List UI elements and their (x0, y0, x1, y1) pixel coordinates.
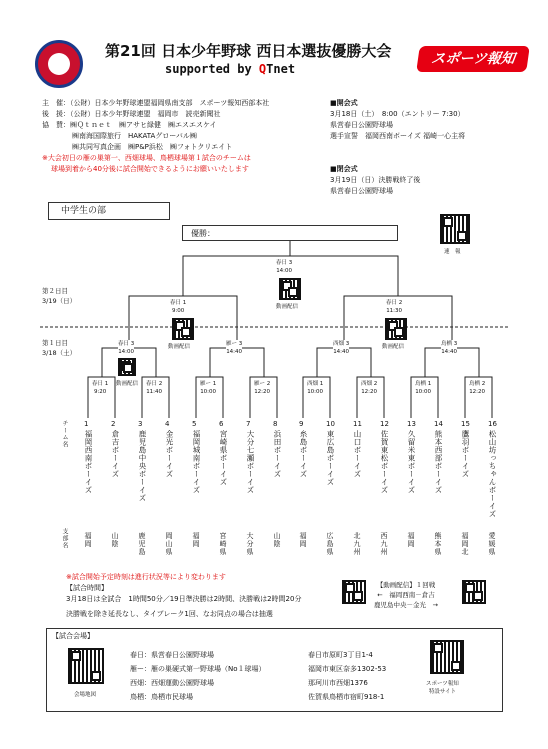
semi-2-game: 春日 2 11:30 (386, 300, 403, 314)
team-pref: 福岡 (299, 532, 307, 548)
team-name: 倉吉ボーイズ (111, 430, 120, 478)
team-name: 佐賀東松ボーイズ (380, 430, 389, 494)
team-pref: 福岡 (192, 532, 200, 548)
kouen-line: 後 援：（公財）日本少年野球連盟 福岡市 読売新聞社 (42, 110, 221, 118)
team-pref: 福岡 (84, 532, 92, 548)
timing-line-1: 3月18日は全試合 1時間50分／19日準決勝は2時間、決勝戦は2時間20分 (66, 595, 302, 603)
r1-game-2: 春日 2 11:40 (146, 381, 163, 395)
timing-title: 【試合時間】 (66, 584, 108, 592)
team-number: 10 (326, 420, 335, 428)
pref-header: 支部名 (61, 528, 68, 549)
team-name: 宮崎県ボーイズ (219, 430, 228, 486)
qf-3-game: 西畑 3 14:40 (333, 341, 350, 355)
opening-title: ■開会式 (330, 99, 358, 107)
semi-2-video-qr-icon[interactable] (385, 318, 407, 340)
r1-game-8: 鳥栖 2 12:20 (469, 381, 486, 395)
team-name: 松山坊っちゃんボーイズ (488, 430, 497, 518)
team-pref: 福岡北 (461, 532, 469, 556)
timing-warning: ※試合開始予定時刻は進行状況等により変わります (66, 573, 226, 581)
semi-2-video-label: 動画配信 (382, 344, 405, 350)
report-label: 速 報 (444, 249, 461, 255)
final-video-qr-icon[interactable] (279, 278, 301, 300)
r1-game-5: 西畑 1 10:00 (307, 381, 324, 395)
team-pref: 山陰 (111, 532, 119, 548)
team-number: 16 (488, 420, 497, 428)
semi-1-video-label: 動画配信 (168, 344, 191, 350)
team-pref: 北九州 (353, 532, 361, 556)
team-number: 12 (380, 420, 389, 428)
kyousan-line-2: ㈱南海国際旅行 HAKATAグローバル㈱ (72, 132, 197, 140)
team-number: 2 (111, 420, 116, 428)
semi-1-video-qr-icon[interactable] (172, 318, 194, 340)
team-number: 4 (165, 420, 170, 428)
closing-line-1: 3月19日（日）決勝戦終了後 (330, 176, 421, 184)
opening-line-2: 県営春日公園野球場 (330, 121, 393, 129)
site-label: スポーツ報知 特設サイト (426, 681, 459, 695)
team-pref: 大分県 (246, 532, 254, 556)
r1-game-6: 西畑 2 12:20 (361, 381, 378, 395)
final-game: 春日 3 14:00 (276, 260, 293, 274)
team-header: チーム名 (61, 420, 68, 448)
team-number: 8 (273, 420, 278, 428)
qf-2-game: 雁ー 3 14:40 (226, 341, 243, 355)
team-name: 糸島ボーイズ (299, 430, 308, 478)
qf-4-game: 鳥栖 3 14:40 (441, 341, 458, 355)
team-number: 6 (219, 420, 224, 428)
video-note: 【動画配信】１回戦 ← 福岡西南－倉吉 鹿児島中央－金光 → (374, 581, 438, 609)
team-number: 13 (407, 420, 416, 428)
team-name: 鷹羽ボーイズ (461, 430, 470, 478)
day2-label: 第２日目 3/19（日） (42, 287, 77, 305)
arrival-note-1: ※大会初日の雁の巣第一、西畑球場、鳥栖球場第１試合のチームは (42, 154, 251, 162)
page-title: 第21回 日本少年野球 西日本選抜優勝大会 (105, 42, 392, 60)
qf-1-video-label: 動画配信 (116, 381, 139, 387)
team-name: 福岡西南ボーイズ (84, 430, 93, 494)
qf-1-game: 春日 3 14:00 (118, 341, 135, 355)
team-number: 15 (461, 420, 470, 428)
team-name: 福岡城南ボーイズ (192, 430, 201, 494)
r1-game-7: 鳥栖 1 10:00 (415, 381, 432, 395)
team-number: 3 (138, 420, 143, 428)
champion-box: 優勝： (182, 225, 398, 241)
qf-1-video-qr-icon[interactable] (118, 358, 136, 376)
team-number: 9 (299, 420, 304, 428)
team-number: 14 (434, 420, 443, 428)
sponichi-site-qr-icon[interactable] (430, 640, 464, 674)
semi-1-game: 春日 1 9:00 (170, 300, 187, 314)
team-pref: 福岡 (407, 532, 415, 548)
team-number: 11 (353, 420, 362, 428)
r1-game-3: 雁ー 1 10:00 (200, 381, 217, 395)
team-pref: 西九州 (380, 532, 388, 556)
sponsor-logo: スポーツ報知 (416, 46, 530, 72)
timing-line-2: 決勝戦を除き延長なし、タイブレーク1回、なお同点の場合は抽選 (66, 610, 273, 618)
division-label: 中学生の部 (48, 202, 170, 220)
team-name: 浜田ボーイズ (273, 430, 282, 478)
venue-map-qr-icon[interactable] (68, 648, 104, 684)
arrival-note-2: 球場到着から40分後に試合開始できるようにお願いいたします (51, 165, 249, 173)
team-name: 大分七瀬ボーイズ (246, 430, 255, 494)
opening-line-1: 3月18日（土） 8:00（エントリー 7:30） (330, 110, 465, 118)
venue-map-label: 会場地図 (74, 692, 97, 698)
video-r1-left-qr-icon[interactable] (342, 580, 366, 604)
venue-title: 【試合会場】 (52, 632, 94, 640)
final-video-label: 動画配信 (276, 304, 299, 310)
team-name: 鹿児島中央ボーイズ (138, 430, 147, 502)
team-pref: 鹿児島 (138, 532, 146, 556)
team-name: 金光ボーイズ (165, 430, 174, 478)
supported-by: supported by QTnet (165, 62, 296, 76)
team-pref: 広島県 (326, 532, 334, 556)
venue-names: 春日：県営春日公園野球場 雁ー：雁の巣硬式第一野球場（No１球場） 西畑：西畑運動公園野球場 鳥栖：鳥栖市民球場 (130, 651, 266, 701)
video-r1-right-qr-icon[interactable] (462, 580, 486, 604)
team-pref: 愛媛県 (488, 532, 496, 556)
kyousan-line-3: ㈱共同写真企画 ㈱P&P浜松 ㈱フォトクリエイト (72, 143, 233, 151)
shusai-line: 主 催：（公財）日本少年野球連盟福岡県南支部 スポーツ報知西部本社 (42, 99, 270, 107)
venue-addresses: 春日市原町3丁目1-4 福岡市東区奈多1302-53 那珂川市西畑1376 佐賀県鳥栖市宿町918-1 (308, 651, 387, 701)
closing-line-2: 県営春日公園野球場 (330, 187, 393, 195)
closing-title: ■閉会式 (330, 165, 358, 173)
team-name: 久留米東ボーイズ (407, 430, 416, 494)
team-number: 7 (246, 420, 251, 428)
team-name: 熊本西部ボーイズ (434, 430, 443, 494)
team-number: 1 (84, 420, 89, 428)
r1-game-4: 雁ー 2 12:20 (254, 381, 271, 395)
timing-block (66, 572, 301, 620)
team-pref: 宮崎県 (219, 532, 227, 556)
team-pref: 熊本県 (434, 532, 442, 556)
r1-game-1: 春日 1 9:20 (92, 381, 109, 395)
day1-label: 第１日目 3/18（土） (42, 339, 77, 357)
kyousan-line-1: 協 賛：㈱Ｑｔｎｅｔ ㈱アサヒ緑健 ㈱エスエスケイ (42, 121, 217, 129)
opening-line-3: 選手宣誓 福岡西南ボーイズ 福崎一心主将 (330, 132, 466, 140)
team-name: 山口ボーイズ (353, 430, 362, 478)
team-pref: 山陰 (273, 532, 281, 548)
team-name: 東広島ボーイズ (326, 430, 335, 486)
team-pref: 岡山県 (165, 532, 173, 556)
team-number: 5 (192, 420, 197, 428)
